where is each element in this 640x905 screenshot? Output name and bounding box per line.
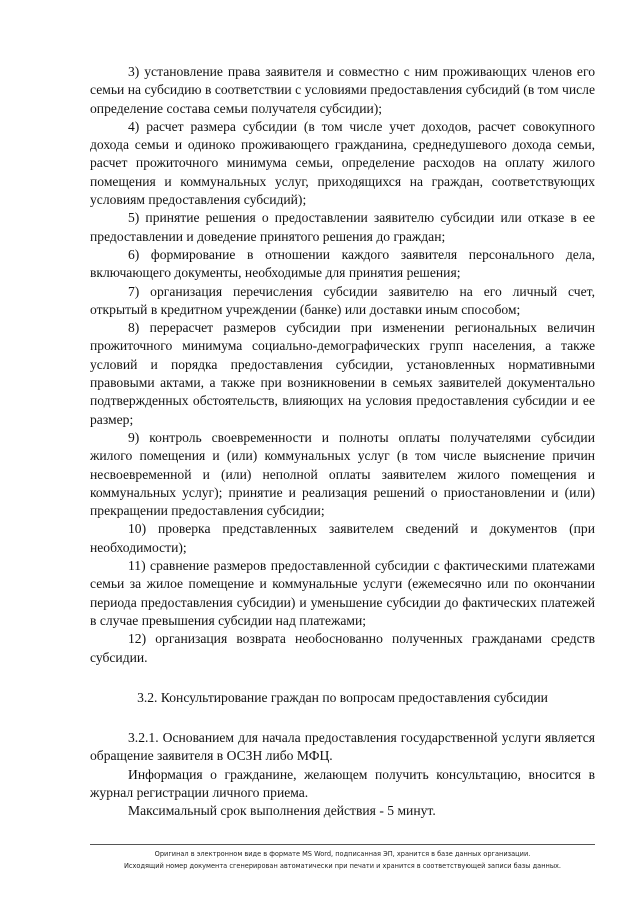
- list-item-9: 9) контроль своевременности и полноты оплаты получателями субсидии жилого помещения и (или) коммунальных услуг (в том числе выяснение причин несвоевременной и (или) неполной оплаты заявителем жилого помещения и коммунальных услуг); принятие и реализация решений о приостановлении и (или) прекращении предоставления субсидии;: [90, 429, 595, 519]
- list-item-5: 5) принятие решения о предоставлении заявителю субсидии или отказе в ее предоставлении и доведение принятого решения до граждан;: [90, 210, 595, 244]
- list-item-6: 6) формирование в отношении каждого заявителя персонального дела, включающего документы, необходимые для принятия решения;: [90, 246, 595, 281]
- section-heading: 3.2. Консультирование граждан по вопросам предоставления субсидии: [137, 689, 548, 705]
- list-item-3: 3) установление права заявителя и совместно с ним проживающих членов его семьи на субсидию в соответствии с условиями предоставления субсидий (в том числе определение состава семьи получателя субсидии);: [90, 64, 595, 116]
- paragraph-consultation-info: Информация о гражданине, желающем получить консультацию, вносится в журнал регистрации личного приема.: [90, 766, 595, 800]
- list-item-11: 11) сравнение размеров предоставленной субсидии с фактическими платежами семьи за жилое помещение и коммунальные услуги (ежемесячно или по окончании периода предоставления субсидии) и уменьшение субсидии до фактических платежей в случае превышения субсидии над платежами;: [90, 558, 595, 628]
- list-item-7: 7) организация перечисления субсидии заявителю на его личный счет, открытый в кредитном учреждении (банке) или доставки иным способом;: [90, 283, 595, 317]
- footer-line-outgoing-number: Исходящий номер документа сгенерирован автоматически при печати и хранится в соответствующей записи базы данных.: [123, 862, 562, 870]
- footer-line-original: Оригинал в электронном виде в формате MS Word, подписанная ЭП, хранится в базе данных организации.: [154, 850, 531, 858]
- paragraph-max-duration: Максимальный срок выполнения действия - 5 минут.: [128, 803, 436, 819]
- list-item-10: 10) проверка представленных заявителем сведений и документов (при необходимости);: [90, 521, 595, 555]
- list-item-4: 4) расчет размера субсидии (в том числе учет доходов, расчет совокупного дохода семьи и одиноко проживающего гражданина, среднедушевого дохода семьи, расчет прожиточного минимума семьи, определение расходов на оплату жилого помещения и коммунальных услуг, приходящихся на граждан, соответствующих условиям предоставления субсидий);: [90, 118, 595, 208]
- paragraph-3-2-1: 3.2.1. Основанием для начала предоставления государственной услуги является обращение заявителя в ОСЗН либо МФЦ.: [90, 730, 595, 764]
- footer-divider: [90, 844, 595, 845]
- list-item-12: 12) организация возврата необоснованно полученных гражданами средств субсидии.: [90, 631, 595, 665]
- list-item-8: 8) перерасчет размеров субсидии при изменении региональных величин прожиточного минимума социально-демографических групп населения, а также условий и порядка предоставления субсидии, установленных нормативными правовыми актами, а также при возникновении в семьях заявителей документально подтвержденных обстоятельств, влияющих на условия предоставления субсидии и ее размер;: [90, 320, 595, 427]
- document-body: [90, 63, 595, 821]
- page-footer: [90, 848, 595, 872]
